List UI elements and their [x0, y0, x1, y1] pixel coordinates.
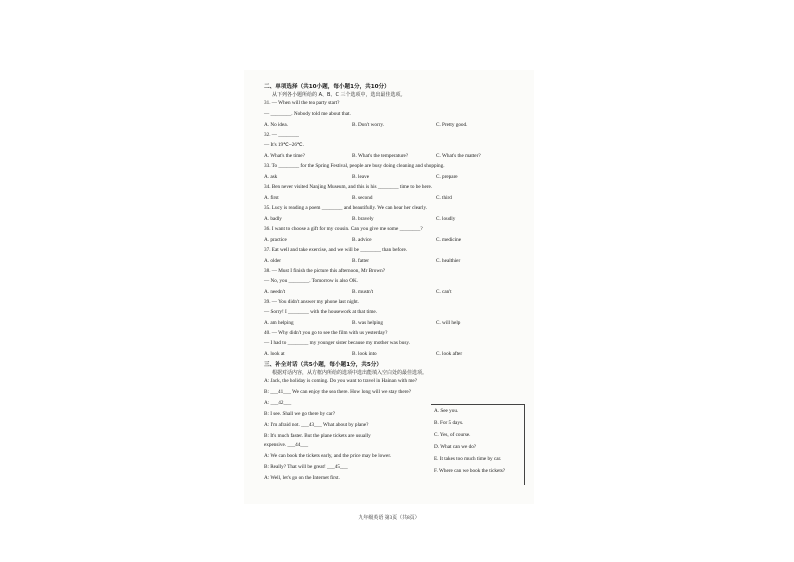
question-35-option-b: B. bravely — [352, 216, 374, 222]
question-31-stem: 31. — When will the tea party start? — [264, 100, 340, 106]
question-32-option-c: C. What's the matter? — [436, 153, 481, 159]
question-37-option-a: A. older — [264, 258, 281, 264]
question-34-option-a: A. first — [264, 195, 279, 201]
question-33-option-c: C. prepare — [436, 174, 458, 180]
question-36-option-c: C. medicine — [436, 237, 462, 243]
question-31-option-a: A. No idea. — [264, 122, 288, 128]
question-40-reply: — I had to ________ my younger sister because my mother was busy. — [264, 340, 410, 346]
question-40-option-a: A. look at — [264, 351, 285, 357]
question-37-option-b: B. fatter — [352, 258, 369, 264]
question-38-option-b: B. mustn't — [352, 289, 374, 295]
question-34-option-b: B. second — [352, 195, 373, 201]
dialogue-option-d: D. What can we do? — [434, 444, 477, 450]
question-39-option-b: B. was helping — [352, 320, 383, 326]
question-32-option-b: B. What's the temperature? — [352, 153, 409, 159]
question-33-option-a: A. ask — [264, 174, 278, 180]
question-39-reply: — Sorry! I ________ with the housework at that time. — [264, 309, 377, 315]
question-32-stem: 32. — ________ — [264, 132, 300, 138]
question-35-stem: 35. Lucy is reading a poem ________ and beautifully. We can hear her clearly. — [264, 205, 428, 211]
question-40-option-b: B. look into — [352, 351, 377, 357]
dialogue-line: B: Really? That will be great! ___45___ — [264, 464, 348, 470]
question-36-stem: 36. I want to choose a gift for my cousin. Can you give me some ________? — [264, 226, 423, 232]
question-32-reply: — It's 19℃~26℃. — [264, 142, 305, 148]
section-2-instruction: 从下列各小题所给的 A、B、C 三个选项中，选出最佳选项。 — [272, 92, 406, 98]
question-32-option-a: A. What's the time? — [264, 153, 305, 159]
question-38-option-a: A. needn't — [264, 289, 286, 295]
page-footer: 九年级英语 第3页（共8页） — [358, 516, 420, 521]
question-37-stem: 37. Eat well and take exercise, and we will be ________ than before. — [264, 247, 408, 253]
question-40-option-c: C. look after — [436, 351, 463, 357]
question-35-option-a: A. badly — [264, 216, 282, 222]
question-39-option-a: A. am helping — [264, 320, 294, 326]
dialogue-line: expensive. ___44___ — [264, 442, 309, 448]
question-34-stem: 34. Ben never visited Nanjing Museum, and this is his ________ time to be here. — [264, 184, 433, 190]
question-38-stem: 38. — Must I finish the picture this afternoon, Mr Brown? — [264, 268, 386, 274]
section-2-heading: 二、单项选择（共10小题，每小题1分，共10分） — [264, 84, 390, 90]
exam-page — [244, 70, 534, 521]
dialogue-option-b: B. For 5 days. — [434, 420, 464, 426]
dialogue-line: B: I see. Shall we go there by car? — [264, 411, 336, 417]
question-36-option-a: A. practice — [264, 237, 287, 243]
question-38-option-c: C. can't — [436, 289, 452, 295]
dialogue-option-f: F. Where can we book the tickets? — [434, 468, 506, 474]
question-40-stem: 40. — Why didn't you go to see the film with us yesterday? — [264, 330, 388, 336]
question-39-stem: 39. — You didn't answer my phone last night. — [264, 299, 360, 305]
dialogue-line: B: ___41___ We can enjoy the sea there. How long will we stay there? — [264, 389, 412, 395]
question-39-option-c: C. will help — [436, 320, 461, 326]
dialogue-line: B: It's much faster. But the plane tickets are usually — [264, 433, 371, 439]
question-31-option-b: B. Don't worry. — [352, 122, 385, 128]
dialogue-option-e: E. It takes too much time by car. — [434, 456, 502, 462]
question-31-option-c: C. Pretty good. — [436, 122, 468, 128]
dialogue-option-c: C. Yes, of course. — [434, 432, 471, 438]
question-33-stem: 33. To ________ for the Spring Festival, people are busy doing cleaning and shopping. — [264, 163, 445, 169]
dialogue-line: A: Jack, the holiday is coming. Do you want to travel in Hainan with me? — [264, 378, 417, 384]
dialogue-line: A: I'm afraid not. ___43___ What about by plane? — [264, 422, 369, 428]
section-3-instruction: 根据对话内容，从方框内所给的选项中选出能填入空白处的最佳选项。 — [272, 370, 428, 376]
question-35-option-c: C. loudly — [436, 216, 456, 222]
question-37-option-c: C. healthier — [436, 258, 461, 264]
section-3-heading: 三、补全对话（共5小题，每小题1分，共5分） — [264, 362, 382, 368]
question-33-option-b: B. leave — [352, 174, 369, 180]
dialogue-line: A: ___42___ — [264, 400, 292, 406]
question-31-reply: — ________. Nobody told me about that. — [264, 111, 351, 117]
dialogue-line: A: We can book the tickets early, and the price may be lower. — [264, 453, 392, 459]
question-38-reply: — No, you ________. Tomorrow is also OK. — [264, 278, 359, 284]
question-34-option-c: C. third — [436, 195, 452, 201]
dialogue-line: A: Well, let's go on the Internet first. — [264, 475, 340, 481]
dialogue-option-a: A. See you. — [434, 408, 459, 414]
question-36-option-b: B. advice — [352, 237, 372, 243]
